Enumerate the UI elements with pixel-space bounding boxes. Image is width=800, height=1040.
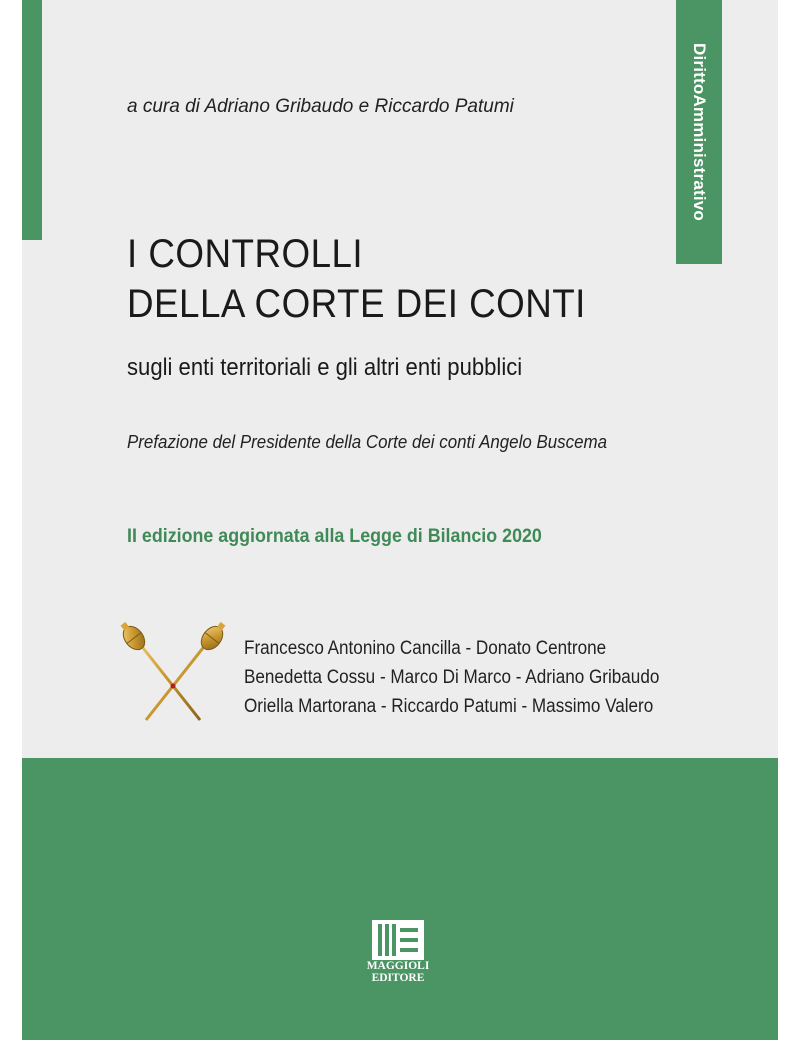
publisher-name: MAGGIOLI	[366, 960, 430, 972]
authors-list	[244, 634, 659, 721]
series-tab	[676, 0, 722, 264]
left-accent-stripe	[22, 0, 42, 240]
crossed-golden-maces-icon	[118, 622, 228, 726]
series-label-container	[676, 0, 722, 264]
book-title-line-2: DELLA CORTE DEI CONTI	[127, 282, 586, 326]
book-title-line-1: I CONTROLLI	[127, 232, 364, 276]
publisher-logo	[348, 920, 448, 990]
series-label: DirittoAmministrativo	[690, 43, 709, 221]
edition-note: II edizione aggiornata alla Legge di Bilancio 2020	[127, 526, 542, 547]
maggioli-logo-icon	[372, 920, 424, 960]
preface-note: Prefazione del Presidente della Corte dei conti Angelo Buscema	[127, 432, 608, 452]
bottom-green-panel	[22, 758, 778, 1040]
authors-line: Benedetta Cossu - Marco Di Marco - Adriano Gribaudo	[244, 667, 660, 688]
authors-line: Oriella Martorana - Riccardo Patumi - Massimo Valero	[244, 696, 654, 717]
publisher-subname: EDITORE	[371, 972, 425, 984]
authors-line: Francesco Antonino Cancilla - Donato Centrone	[244, 638, 607, 659]
book-subtitle: sugli enti territoriali e gli altri enti pubblici	[127, 354, 523, 381]
curators-line: a cura di Adriano Gribaudo e Riccardo Patumi	[127, 96, 514, 117]
